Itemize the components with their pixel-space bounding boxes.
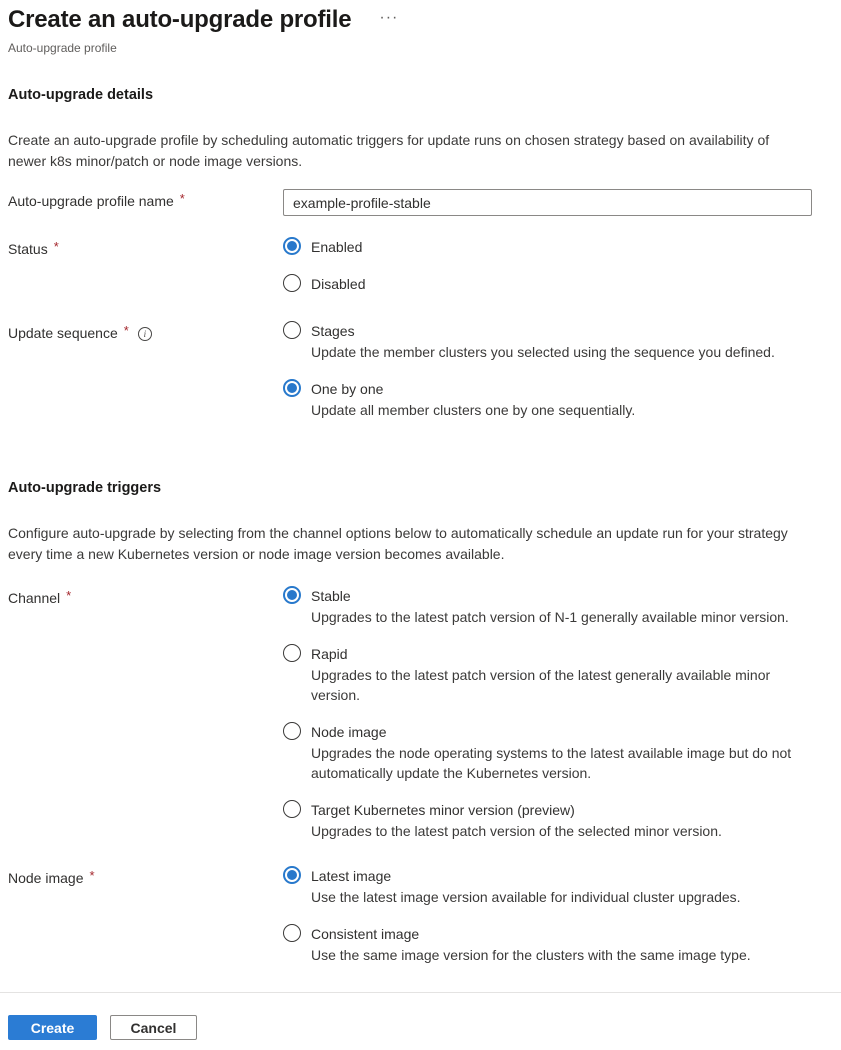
update-sequence-radio-group: [283, 321, 775, 420]
section-heading-details: Auto-upgrade details: [8, 87, 154, 103]
field-row-status: [8, 237, 833, 292]
breadcrumb: Auto-upgrade profile: [8, 41, 117, 55]
info-icon[interactable]: i: [138, 327, 152, 341]
required-asterisk: *: [66, 587, 72, 603]
radio-unselected-icon[interactable]: [283, 800, 301, 818]
channel-option-target-k8s-minor: [283, 800, 811, 841]
required-asterisk: *: [179, 190, 185, 206]
option-description: Use the latest image version available for individual cluster upgrades.: [311, 889, 741, 905]
create-button[interactable]: Create: [8, 1015, 97, 1040]
footer: [0, 992, 841, 1040]
radio-selected-icon[interactable]: [283, 237, 301, 255]
radio-selected-icon[interactable]: [283, 586, 301, 604]
radio-stable[interactable]: Stable: [283, 586, 811, 604]
option-description: Upgrades to the latest patch version of the selected minor version.: [311, 823, 722, 839]
update-sequence-label-col: [8, 321, 283, 343]
section-description-details: Create an auto-upgrade profile by scheduling automatic triggers for update runs on chosen strategy based on availability of newer k8s minor/patch or node image versions.: [8, 132, 770, 169]
profile-name-label: Auto-upgrade profile name *: [8, 190, 185, 209]
field-row-update-sequence: [8, 321, 833, 420]
profile-name-label-col: [8, 189, 283, 211]
cancel-button[interactable]: Cancel: [110, 1015, 197, 1040]
radio-unselected-icon[interactable]: [283, 924, 301, 942]
required-asterisk: *: [89, 867, 95, 883]
radio-rapid[interactable]: Rapid: [283, 644, 811, 662]
channel-radio-group: [283, 586, 811, 841]
section-heading-triggers: Auto-upgrade triggers: [8, 480, 162, 496]
radio-target-k8s-minor[interactable]: Target Kubernetes minor version (preview): [283, 800, 811, 818]
more-options-icon[interactable]: ···: [379, 9, 399, 26]
required-asterisk: *: [123, 322, 129, 338]
node-image-label-col: [8, 866, 283, 888]
status-label-col: [8, 237, 283, 259]
radio-unselected-icon[interactable]: [283, 722, 301, 740]
option-description: Update all member clusters one by one sequentially.: [311, 402, 636, 418]
option-description: Update the member clusters you selected using the sequence you defined.: [311, 344, 775, 360]
option-description: Upgrades to the latest patch version of the latest generally available minor version.: [311, 667, 771, 703]
page-header: [8, 6, 833, 34]
channel-label: Channel *: [8, 587, 72, 606]
status-option-disabled: [283, 274, 365, 292]
radio-selected-icon[interactable]: [283, 866, 301, 884]
section-description-triggers: Configure auto-upgrade by selecting from the channel options below to automatically schedule an update run for your strategy every time a new Kubernetes version or node image version becomes available.: [8, 525, 788, 562]
field-row-node-image: [8, 866, 833, 965]
radio-one-by-one[interactable]: One by one: [283, 379, 775, 397]
status-radio-group: [283, 237, 365, 292]
status-option-enabled: [283, 237, 365, 255]
radio-node-image[interactable]: Node image: [283, 722, 811, 740]
page-title: Create an auto-upgrade profile: [8, 6, 352, 33]
radio-stages[interactable]: Stages: [283, 321, 775, 339]
node-image-option-latest: [283, 866, 751, 907]
channel-option-stable: [283, 586, 811, 627]
radio-enabled[interactable]: Enabled: [283, 237, 365, 255]
status-label: Status *: [8, 238, 59, 257]
footer-buttons: [0, 993, 841, 1040]
channel-option-node-image: [283, 722, 811, 783]
required-asterisk: *: [53, 238, 59, 254]
option-description: Upgrades the node operating systems to the latest available image but do not automatically update the Kubernetes version.: [311, 745, 792, 781]
sequence-option-stages: [283, 321, 775, 362]
sequence-option-one-by-one: [283, 379, 775, 420]
option-description: Upgrades to the latest patch version of N-1 generally available minor version.: [311, 609, 789, 625]
radio-consistent-image[interactable]: Consistent image: [283, 924, 751, 942]
option-description: Use the same image version for the clusters with the same image type.: [311, 947, 751, 963]
radio-latest-image[interactable]: Latest image: [283, 866, 751, 884]
channel-option-rapid: [283, 644, 811, 705]
update-sequence-label: Update sequence * i: [8, 325, 152, 341]
field-row-channel: [8, 586, 833, 841]
radio-disabled[interactable]: Disabled: [283, 274, 365, 292]
channel-label-col: [8, 586, 283, 608]
node-image-label: Node image *: [8, 867, 95, 886]
radio-unselected-icon[interactable]: [283, 321, 301, 339]
radio-unselected-icon[interactable]: [283, 644, 301, 662]
radio-selected-icon[interactable]: [283, 379, 301, 397]
radio-unselected-icon[interactable]: [283, 274, 301, 292]
node-image-option-consistent: [283, 924, 751, 965]
profile-name-input[interactable]: [283, 189, 812, 216]
node-image-radio-group: [283, 866, 751, 965]
field-row-profile-name: [8, 189, 833, 216]
